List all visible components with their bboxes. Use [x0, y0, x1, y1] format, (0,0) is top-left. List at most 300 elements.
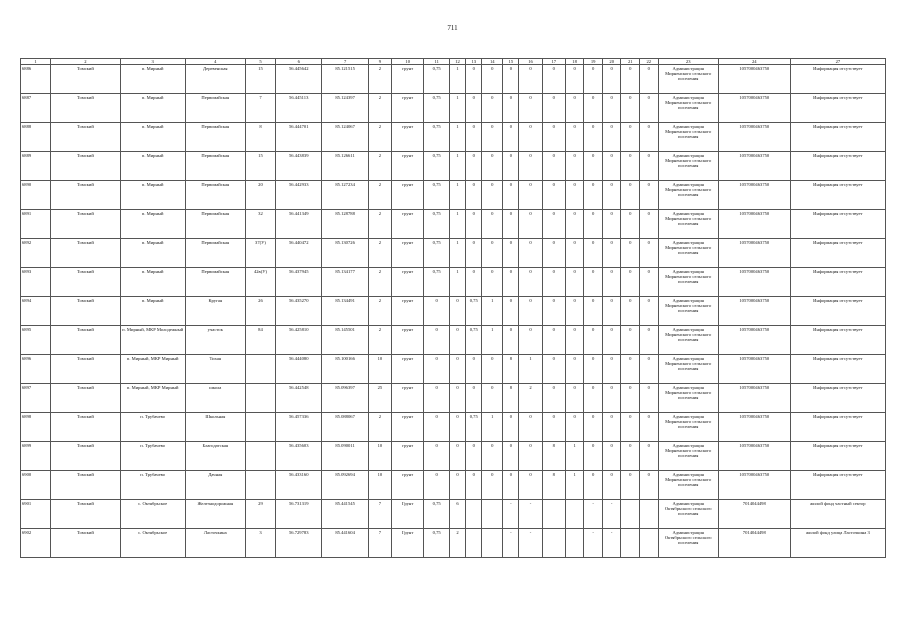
table-cell: [245, 413, 275, 442]
table-cell: 0: [584, 384, 603, 413]
table-cell: 0: [503, 152, 519, 181]
table-cell: участок: [185, 326, 245, 355]
table-cell: Информация отсутствует: [790, 65, 885, 94]
table-cell: 85.145501: [322, 326, 368, 355]
table-cell: 0: [424, 326, 450, 355]
table-cell: 8: [503, 355, 519, 384]
table-cell: грунт: [391, 326, 423, 355]
table-cell: 0: [584, 471, 603, 500]
table-cell: 1: [449, 181, 465, 210]
table-cell: 0: [542, 326, 565, 355]
table-cell: 1057000463750: [718, 210, 790, 239]
table-row: [21, 413, 886, 442]
column-header: 13: [466, 59, 482, 65]
table-cell: 8: [542, 471, 565, 500]
table-cell: 6891: [21, 210, 51, 239]
table-cell: 0: [621, 94, 640, 123]
table-cell: 0: [602, 355, 621, 384]
table-cell: 0: [482, 65, 503, 94]
table-cell: п. Мирный: [120, 297, 185, 326]
table-cell: 1057000463750: [718, 442, 790, 471]
table-cell: Администрация Мирненского сельского поселения: [658, 326, 718, 355]
table-cell: 6892: [21, 239, 51, 268]
table-cell: 56.437945: [276, 268, 322, 297]
column-header: 19: [584, 59, 603, 65]
table-cell: 6887: [21, 94, 51, 123]
table-cell: 0: [565, 94, 584, 123]
table-cell: 0: [519, 123, 542, 152]
table-cell: 0: [565, 239, 584, 268]
table-cell: 0: [542, 355, 565, 384]
column-header: 11: [424, 59, 450, 65]
table-cell: Томский: [51, 326, 121, 355]
table-cell: 42в(У): [245, 268, 275, 297]
table-cell: 1: [565, 471, 584, 500]
table-cell: 0: [542, 297, 565, 326]
table-cell: Тихая: [185, 355, 245, 384]
table-cell: 0: [584, 181, 603, 210]
table-cell: Томский: [51, 152, 121, 181]
table-cell: 85.130726: [322, 239, 368, 268]
table-row: [21, 471, 886, 500]
table-cell: п. Мирный: [120, 94, 185, 123]
table-cell: 0: [621, 268, 640, 297]
table-cell: Администрация Мирненского сельского поселения: [658, 152, 718, 181]
table-row: [21, 152, 886, 181]
table-cell: 0: [466, 123, 482, 152]
table-cell: 0: [449, 471, 465, 500]
table-cell: 1057000463750: [718, 384, 790, 413]
table-cell: Томский: [51, 500, 121, 529]
table-cell: 0: [519, 152, 542, 181]
table-cell: 0: [503, 239, 519, 268]
table-cell: п. Трубачево: [120, 413, 185, 442]
table-cell: Информация отсутствует: [790, 355, 885, 384]
table-cell: [565, 529, 584, 558]
table-cell: 0: [424, 297, 450, 326]
table-row: [21, 500, 886, 529]
table-cell: 56.433160: [276, 471, 322, 500]
table-cell: Администрация Октябрьского сельского поселения: [658, 529, 718, 558]
table-cell: -: [519, 500, 542, 529]
table-cell: 1: [449, 210, 465, 239]
table-cell: 0: [503, 94, 519, 123]
table-cell: 0: [584, 94, 603, 123]
table-cell: 0: [565, 297, 584, 326]
table-cell: Администрация Мирненского сельского поселения: [658, 181, 718, 210]
table-cell: 6894: [21, 297, 51, 326]
table-cell: 0: [542, 268, 565, 297]
table-cell: 1057000463750: [718, 471, 790, 500]
table-cell: грунт: [391, 471, 423, 500]
column-header: 10: [391, 59, 423, 65]
table-cell: Информация отсутствует: [790, 442, 885, 471]
table-cell: 0: [503, 297, 519, 326]
table-cell: [245, 442, 275, 471]
table-cell: 0: [449, 442, 465, 471]
column-header: 20: [602, 59, 621, 65]
table-cell: 0: [503, 123, 519, 152]
table-cell: Первомайская: [185, 268, 245, 297]
table-cell: [542, 529, 565, 558]
table-cell: 0: [584, 152, 603, 181]
table-cell: 0: [621, 65, 640, 94]
table-cell: 10: [368, 442, 391, 471]
table-cell: 0: [602, 442, 621, 471]
table-cell: 0: [602, 239, 621, 268]
table-cell: 56.731319: [276, 500, 322, 529]
table-cell: 2: [368, 94, 391, 123]
table-cell: 0: [542, 384, 565, 413]
table-cell: Администрация Октябрьского сельского поселения: [658, 500, 718, 529]
table-cell: 0: [466, 471, 482, 500]
table-row: [21, 210, 886, 239]
table-cell: 0: [519, 65, 542, 94]
table-cell: 10: [368, 355, 391, 384]
table-cell: 0,75: [466, 413, 482, 442]
table-cell: 29: [245, 500, 275, 529]
column-header: 4: [185, 59, 245, 65]
table-cell: 1: [449, 152, 465, 181]
table-cell: Администрация Мирненского сельского поселения: [658, 413, 718, 442]
table-row: [21, 268, 886, 297]
column-header: 23: [658, 59, 718, 65]
table-cell: 0: [482, 239, 503, 268]
table-row: [21, 181, 886, 210]
table-cell: 56.443839: [276, 152, 322, 181]
table-cell: 2: [368, 239, 391, 268]
column-header: 5: [245, 59, 275, 65]
table-cell: 56.440472: [276, 239, 322, 268]
table-cell: 0: [503, 471, 519, 500]
table-cell: 0: [503, 268, 519, 297]
table-cell: 15: [245, 152, 275, 181]
table-cell: 56.441349: [276, 210, 322, 239]
table-cell: 0: [542, 152, 565, 181]
table-cell: [245, 471, 275, 500]
table-cell: 0: [466, 442, 482, 471]
table-cell: 0: [542, 123, 565, 152]
table-cell: 84: [245, 326, 275, 355]
table-cell: Томский: [51, 123, 121, 152]
table-cell: 2: [368, 65, 391, 94]
table-cell: 0: [621, 384, 640, 413]
table-body: [21, 65, 886, 558]
column-header: 15: [503, 59, 519, 65]
table-cell: грунт: [391, 65, 423, 94]
table-row: [21, 355, 886, 384]
table-cell: [245, 355, 275, 384]
table-cell: -: [584, 500, 603, 529]
table-cell: грунт: [391, 210, 423, 239]
table-cell: 1057000463750: [718, 326, 790, 355]
column-header: 27: [790, 59, 885, 65]
table-cell: 2: [368, 326, 391, 355]
table-cell: Первомайская: [185, 239, 245, 268]
column-header: 22: [640, 59, 659, 65]
table-cell: [482, 529, 503, 558]
table-cell: 2: [368, 123, 391, 152]
table-cell: 0,75: [424, 529, 450, 558]
table-cell: 7014044498: [718, 500, 790, 529]
table-cell: 0: [640, 152, 659, 181]
table-cell: Администрация Мирненского сельского поселения: [658, 65, 718, 94]
table-cell: 0: [584, 297, 603, 326]
table-cell: Информация отсутствует: [790, 123, 885, 152]
table-cell: 0: [621, 210, 640, 239]
table-cell: -: [602, 529, 621, 558]
table-cell: 0: [503, 326, 519, 355]
table-cell: 0: [565, 210, 584, 239]
table-cell: 0,75: [424, 181, 450, 210]
table-cell: 0,75: [424, 94, 450, 123]
table-cell: 0: [602, 326, 621, 355]
table-cell: грунт: [391, 268, 423, 297]
table-cell: Администрация Мирненского сельского поселения: [658, 123, 718, 152]
table-cell: Информация отсутствует: [790, 152, 885, 181]
table-cell: 7: [368, 529, 391, 558]
table-cell: 6893: [21, 268, 51, 297]
table-cell: 0: [621, 442, 640, 471]
table-cell: 1: [449, 268, 465, 297]
table-cell: 0,75: [424, 123, 450, 152]
table-cell: [466, 500, 482, 529]
table-cell: 0,75: [466, 297, 482, 326]
table-cell: [482, 500, 503, 529]
table-cell: грунт: [391, 384, 423, 413]
table-cell: 6896: [21, 355, 51, 384]
table-cell: 0: [424, 471, 450, 500]
table-cell: п. Мирный: [120, 210, 185, 239]
table-cell: 6: [449, 500, 465, 529]
table-cell: 2: [368, 210, 391, 239]
table-cell: [640, 529, 659, 558]
table-cell: 0: [602, 471, 621, 500]
table-cell: Информация отсутствует: [790, 268, 885, 297]
table-cell: п. Мирный: [120, 239, 185, 268]
table-cell: 37(У): [245, 239, 275, 268]
table-cell: жилой фонд улица Ласточкина 3: [790, 529, 885, 558]
table-row: [21, 442, 886, 471]
table-cell: 0: [640, 239, 659, 268]
table-cell: 7: [368, 500, 391, 529]
table-cell: 1: [449, 65, 465, 94]
table-cell: 56.442933: [276, 181, 322, 210]
table-cell: 0: [602, 297, 621, 326]
table-cell: 0: [482, 442, 503, 471]
page-number: 711: [447, 24, 458, 32]
table-cell: Томский: [51, 210, 121, 239]
table-cell: 0: [584, 326, 603, 355]
table-cell: грунт: [391, 239, 423, 268]
table-cell: Томский: [51, 297, 121, 326]
table-cell: 0: [466, 355, 482, 384]
table-cell: 26: [245, 297, 275, 326]
table-cell: Томский: [51, 65, 121, 94]
table-cell: 0: [565, 355, 584, 384]
table-cell: п. Трубачево: [120, 471, 185, 500]
table-row: [21, 297, 886, 326]
table-cell: Информация отсутствует: [790, 384, 885, 413]
table-cell: [542, 500, 565, 529]
table-cell: Томский: [51, 413, 121, 442]
column-header: 14: [482, 59, 503, 65]
table-cell: 0: [449, 297, 465, 326]
table-cell: 56.444080: [276, 355, 322, 384]
table-cell: 0: [565, 152, 584, 181]
table-cell: 0: [602, 65, 621, 94]
table-row: [21, 65, 886, 94]
table-cell: п. Мирный: [120, 181, 185, 210]
table-cell: 0: [466, 268, 482, 297]
table-cell: грунт: [391, 297, 423, 326]
table-cell: 0: [640, 471, 659, 500]
table-cell: 0: [519, 210, 542, 239]
table-cell: 0: [424, 413, 450, 442]
table-cell: 85.124397: [322, 94, 368, 123]
table-cell: Дачная: [185, 471, 245, 500]
table-cell: 0: [602, 181, 621, 210]
table-cell: 0: [584, 413, 603, 442]
table-cell: -: [602, 500, 621, 529]
table-cell: Кругая: [185, 297, 245, 326]
table-cell: 0: [503, 210, 519, 239]
table-cell: 85.441604: [322, 529, 368, 558]
table-cell: Информация отсутствует: [790, 210, 885, 239]
table-cell: 0: [584, 355, 603, 384]
table-cell: 0: [519, 268, 542, 297]
table-row: [21, 239, 886, 268]
table-cell: 0,75: [424, 65, 450, 94]
table-cell: 25: [368, 384, 391, 413]
table-cell: 56.425810: [276, 326, 322, 355]
table-cell: п. Мирный: [120, 65, 185, 94]
table-cell: Администрация Мирненского сельского поселения: [658, 297, 718, 326]
table-cell: 0: [640, 123, 659, 152]
table-cell: Информация отсутствует: [790, 94, 885, 123]
table-cell: Информация отсутствует: [790, 239, 885, 268]
table-cell: 0: [519, 413, 542, 442]
table-cell: 0: [542, 413, 565, 442]
table-cell: [565, 500, 584, 529]
table-cell: 3: [245, 529, 275, 558]
table-cell: 0: [519, 471, 542, 500]
table-cell: Информация отсутствует: [790, 297, 885, 326]
column-header: 7: [322, 59, 368, 65]
table-cell: -: [519, 529, 542, 558]
table-cell: Администрация Мирненского сельского поселения: [658, 94, 718, 123]
table-cell: Томский: [51, 442, 121, 471]
table-cell: 0: [584, 239, 603, 268]
table-cell: Первомайская: [185, 181, 245, 210]
table-cell: 56.729783: [276, 529, 322, 558]
table-cell: 0: [602, 268, 621, 297]
column-header: 21: [621, 59, 640, 65]
table-cell: 2: [519, 384, 542, 413]
table-cell: 2: [368, 268, 391, 297]
table-cell: Ласточкина: [185, 529, 245, 558]
table-cell: 32: [245, 210, 275, 239]
table-cell: Администрация Мирненского сельского поселения: [658, 268, 718, 297]
table-cell: грунт: [391, 123, 423, 152]
table-cell: Информация отсутствует: [790, 181, 885, 210]
table-cell: 85.441545: [322, 500, 368, 529]
table-cell: Томский: [51, 384, 121, 413]
table-cell: 0: [519, 181, 542, 210]
table-cell: 0: [621, 239, 640, 268]
table-cell: 6895: [21, 326, 51, 355]
table-cell: 7014044498: [718, 529, 790, 558]
table-cell: 2: [368, 181, 391, 210]
table-cell: 0: [621, 355, 640, 384]
table-cell: 0: [640, 268, 659, 297]
table-cell: 6889: [21, 152, 51, 181]
column-header: 24: [718, 59, 790, 65]
table-cell: 6897: [21, 384, 51, 413]
table-cell: 0: [449, 326, 465, 355]
table-cell: 0: [482, 355, 503, 384]
table-cell: Первомайская: [185, 94, 245, 123]
table-cell: 0: [640, 297, 659, 326]
table-cell: 0: [621, 413, 640, 442]
table-cell: Томский: [51, 94, 121, 123]
table-cell: 85.126611: [322, 152, 368, 181]
table-cell: 8: [542, 442, 565, 471]
table-cell: 0: [621, 152, 640, 181]
table-cell: [621, 500, 640, 529]
table-cell: 0: [602, 413, 621, 442]
table-cell: Грунт: [391, 500, 423, 529]
table-cell: 0: [602, 94, 621, 123]
table-cell: с. Октябрьское: [120, 529, 185, 558]
table-cell: 85.090011: [322, 442, 368, 471]
table-cell: 8: [503, 384, 519, 413]
table-cell: жилой фонд частный сектор: [790, 500, 885, 529]
table-cell: 0: [565, 181, 584, 210]
table-cell: 1: [565, 442, 584, 471]
table-cell: Томский: [51, 471, 121, 500]
table-cell: с. Октябрьское: [120, 500, 185, 529]
table-cell: 0: [621, 181, 640, 210]
table-cell: 0: [621, 123, 640, 152]
table-cell: Железнодорожная: [185, 500, 245, 529]
table-cell: грунт: [391, 181, 423, 210]
table-cell: 1: [519, 355, 542, 384]
table-row: [21, 326, 886, 355]
table-cell: Информация отсутствует: [790, 413, 885, 442]
table-row: [21, 384, 886, 413]
table-cell: школа: [185, 384, 245, 413]
table-cell: [245, 384, 275, 413]
table-cell: 85.128788: [322, 210, 368, 239]
table-cell: 85.134177: [322, 268, 368, 297]
table-cell: 0: [449, 384, 465, 413]
column-header: 12: [449, 59, 465, 65]
table-cell: 56.444701: [276, 123, 322, 152]
table-cell: Грунт: [391, 529, 423, 558]
table-cell: 0: [482, 268, 503, 297]
table-cell: 1057000463750: [718, 181, 790, 210]
table-cell: Томский: [51, 239, 121, 268]
table-cell: 0,75: [424, 210, 450, 239]
table-cell: 2: [368, 152, 391, 181]
table-cell: грунт: [391, 413, 423, 442]
table-cell: 6886: [21, 65, 51, 94]
table-cell: 1: [449, 94, 465, 123]
table-cell: п. Мирный: [120, 152, 185, 181]
table-cell: -: [584, 529, 603, 558]
table-cell: 0: [542, 239, 565, 268]
